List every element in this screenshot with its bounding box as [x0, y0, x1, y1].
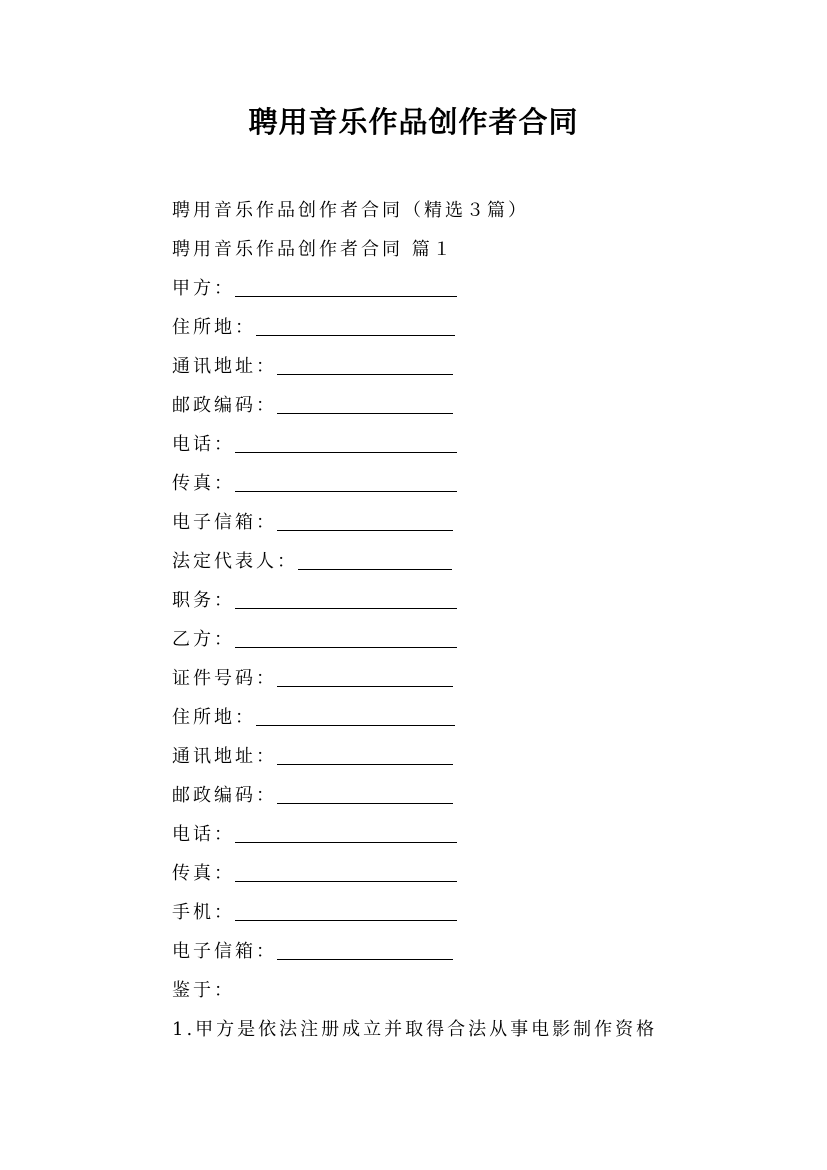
party-a-postal-code-row — [172, 386, 732, 425]
party-b-mailing-address-label: 通讯地址： — [172, 746, 277, 767]
whereas-label: 鉴于： — [172, 980, 235, 1001]
party-a-mailing-address-label: 通讯地址： — [172, 356, 277, 377]
party-a-phone-blank — [235, 430, 457, 453]
party-b-id-number-blank — [277, 664, 453, 687]
party-a-mailing-address-row — [172, 347, 732, 386]
party-a-fax-row — [172, 464, 732, 503]
party-b-id-number-label: 证件号码： — [172, 668, 277, 689]
party-b-email-label: 电子信箱： — [172, 941, 277, 962]
party-a-name-blank — [235, 274, 457, 297]
party-a-address-row — [172, 308, 732, 347]
party-a-position-label: 职务： — [172, 590, 235, 611]
party-b-postal-code-label: 邮政编码： — [172, 785, 277, 806]
party-a-legal-rep-blank — [298, 547, 452, 570]
party-b-address-label: 住所地： — [172, 707, 256, 728]
party-b-name-label: 乙方： — [172, 629, 235, 650]
party-b-address-row — [172, 698, 732, 737]
party-a-position-blank — [235, 586, 457, 609]
party-b-mobile-label: 手机： — [172, 902, 235, 923]
party-b-email-blank — [277, 937, 453, 960]
party-b-mailing-address-blank — [277, 742, 453, 765]
party-b-phone-row — [172, 815, 732, 854]
party-b-fax-row — [172, 854, 732, 893]
party-a-email-label: 电子信箱： — [172, 512, 277, 533]
party-b-fax-blank — [235, 859, 457, 882]
party-b-postal-code-blank — [277, 781, 453, 804]
party-a-postal-code-blank — [277, 391, 453, 414]
party-b-name-row — [172, 620, 732, 659]
party-b-phone-blank — [235, 820, 457, 843]
party-a-fax-label: 传真： — [172, 473, 235, 494]
party-b-mailing-address-row — [172, 737, 732, 776]
document-body — [172, 191, 732, 1049]
party-b-fax-label: 传真： — [172, 863, 235, 884]
party-a-address-label: 住所地： — [172, 317, 256, 338]
party-b-name-blank — [235, 625, 457, 648]
party-a-name-label: 甲方： — [172, 278, 235, 299]
party-b-postal-code-row — [172, 776, 732, 815]
party-a-postal-code-label: 邮政编码： — [172, 395, 277, 416]
party-b-address-blank — [256, 703, 455, 726]
party-b-mobile-row — [172, 893, 732, 932]
party-b-email-row — [172, 932, 732, 971]
party-a-legal-rep-label: 法定代表人： — [172, 551, 298, 572]
party-b-phone-label: 电话： — [172, 824, 235, 845]
party-a-email-blank — [277, 508, 453, 531]
party-a-name-row — [172, 269, 732, 308]
party-a-position-row — [172, 581, 732, 620]
party-a-phone-row — [172, 425, 732, 464]
party-b-mobile-blank — [235, 898, 457, 921]
party-a-email-row — [172, 503, 732, 542]
document-title: 聘用音乐作品创作者合同 — [248, 105, 579, 139]
party-a-address-blank — [256, 313, 455, 336]
party-a-fax-blank — [235, 469, 457, 492]
party-a-phone-label: 电话： — [172, 434, 235, 455]
document-subtitle: 聘用音乐作品创作者合同（精选３篇） — [172, 200, 529, 221]
party-a-legal-rep-row — [172, 542, 732, 581]
party-b-id-number-row — [172, 659, 732, 698]
clause-1: 1.甲方是依法注册成立并取得合法从事电影制作资格 — [172, 1019, 658, 1040]
section-heading: 聘用音乐作品创作者合同 篇１ — [172, 239, 454, 260]
party-a-mailing-address-blank — [277, 352, 453, 375]
